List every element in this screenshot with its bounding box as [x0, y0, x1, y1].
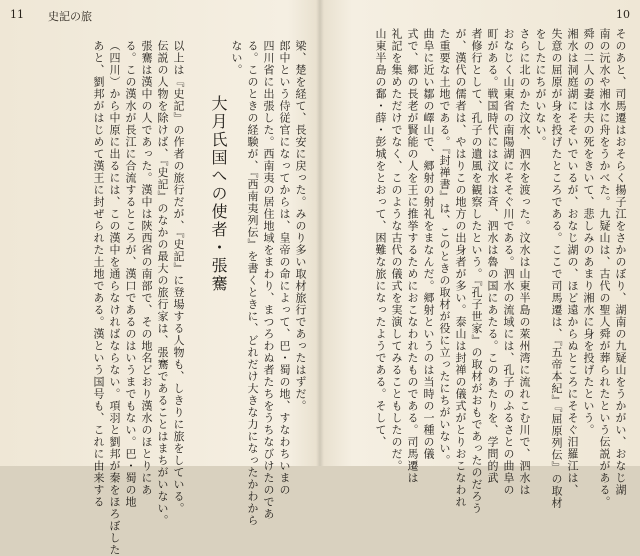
running-title: 史記の旅 — [48, 10, 92, 23]
text-line: た重要な土地である。『封禅書』は、このときの取材が役に立ったにちがいない。 — [438, 28, 451, 467]
text-line: 四川省に出張した。西南夷の居住地域をまわり、まつろわぬ者たちをうちなびけたのであ — [262, 40, 275, 520]
text-line: 曲阜に近い鄒の嶧山で、郷射の射礼をまなんだ。郷射というのは当時の一種の儀 — [422, 28, 435, 460]
text-line: 失意の屈原が身を投げたところである。ここで司馬遷は、『五帝本紀』『屈原列伝』の取材 — [550, 28, 563, 509]
text-line: あと、劉邦がはじめて漢王に封ぜられた土地である。漢という国号も、これに由来する — [92, 40, 105, 508]
text-line: おなじく山東省の南陽湖にそそぐ川である。泗水の流域には、孔子のふるさとの曲阜の — [502, 28, 515, 496]
text-line: （四川）から中原に出るには、この漢中を通らなければならない。項羽と劉邦が秦をほろぼした — [108, 40, 121, 556]
text-line: 郎中という侍従官になってからは、皇帝の命によって、巴・蜀の地、すなわちいまの — [278, 40, 291, 496]
section-heading: 大月氏国への使者・張騫 — [209, 95, 228, 293]
text-line: 以上は『史記』の作者の旅行だが、『史記』に登場する人物も、しきりに旅をしている。 — [172, 40, 185, 515]
text-line: 梁、楚を経て、長安に戻った。みのり多い取材旅行であったはずだ。 — [294, 40, 307, 412]
left-page — [0, 0, 318, 556]
text-line: さらに北のかた汶水、泗水を渡った。汶水は山東半島の萊州湾に流れこむ川で、泗水は — [518, 28, 531, 496]
text-line: が、漢代の儒者は、やはりこの地方の出身者が多い。泰山は封禅の儀式がとりおこなわれ — [454, 28, 467, 508]
text-line: ない。 — [230, 40, 243, 76]
text-line: 南の沅水や湘水に舟をうかべた。九疑山は、古代の聖人舜が葬られたという伝説がある。 — [598, 28, 611, 508]
text-line: 山東半島の鄱・薛・彭城をとおって、困難な旅になったようである。そして、 — [374, 28, 387, 448]
body-text — [328, 28, 628, 515]
text-line: 礼記を集めただけでなく、このような古代の儀式を実演してみることもしたのだ。 — [390, 28, 403, 472]
text-line: 式で、郷の長老が賢能の人を王に推挙するためにおこなわれたものである。司馬遷は — [406, 28, 419, 484]
text-line: をしたにちがいない。 — [534, 28, 547, 148]
text-line: 湘水は洞庭湖にそそいでいるが、おなじ湖の、ほど遠からぬところにそそぐ汨羅江は、 — [566, 28, 579, 496]
text-line: る。このときの経験が、『西南夷列伝』を書くときに、どれだけ大きな力になったかわから — [246, 40, 259, 527]
page-number-left: 11 — [10, 8, 24, 21]
text-line: そのあと、司馬遷はおそらく揚子江をさかのぼり、湖南の九疑山をうかがい、おなじ湖 — [614, 28, 627, 496]
text-line: る。この漢水が長江に合流するところが、漢口であるのはいうまでもない。巴・蜀の地 — [124, 40, 137, 508]
page-number-right: 10 — [616, 8, 630, 21]
text-line: 舜の二人の妻は夫の死をきいて、悲しみのあまり湘水に身を投げたという。 — [582, 28, 595, 436]
paragraph-1 — [230, 40, 308, 527]
text-line: 町がある。戦国時代には汶水は斉、泗水は魯の国にあたる。このあたりを、学問的武 — [486, 28, 499, 484]
right-page — [322, 0, 640, 515]
text-line: 張騫は漢中の人であった。漢中は陝西省の南部で、その地名どおり漢水のほとりにあ — [140, 40, 153, 496]
text-line: 伝説の人物を除けば、『史記』のなかの最大の旅行家は、張騫であることはまちがいない。 — [156, 40, 169, 527]
paragraph-2 — [6, 40, 186, 556]
text-line: 者修行として、孔子の遺風を観察したという。『孔子世家』の取材がおもであったのだろう — [470, 28, 483, 515]
